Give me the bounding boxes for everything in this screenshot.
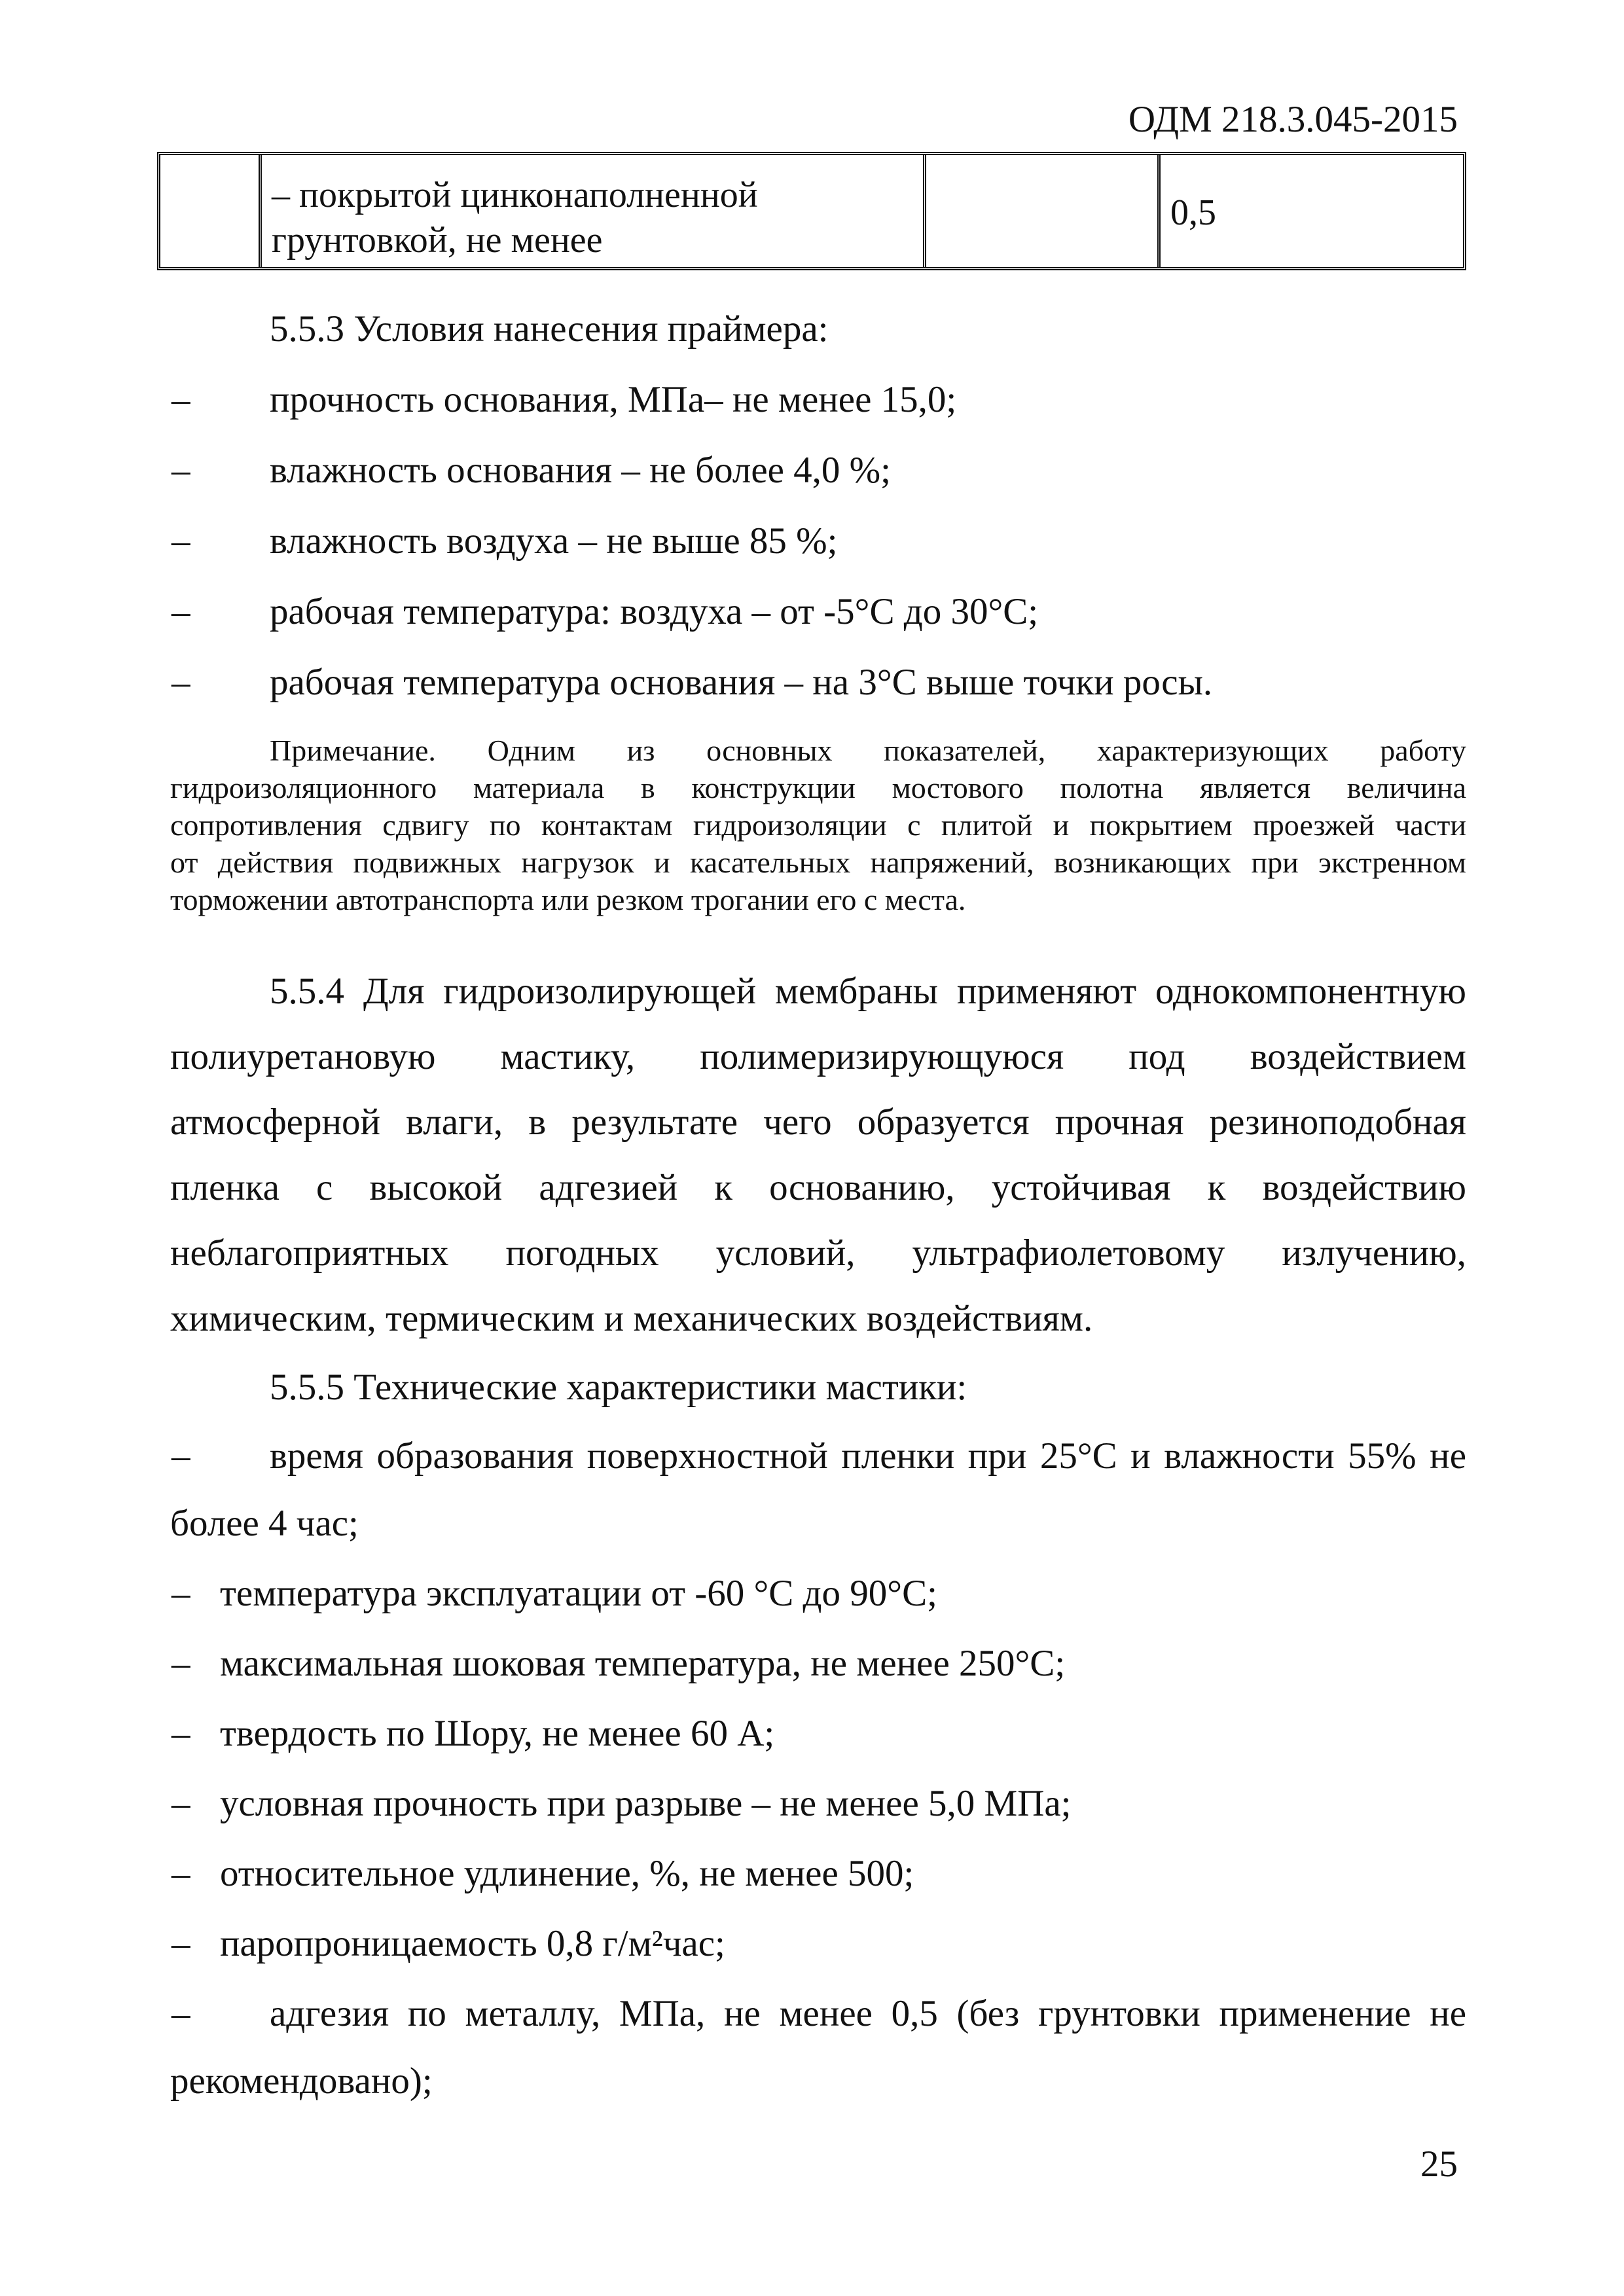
list-item-continuation: более 4 час; [170, 1503, 359, 1544]
note-line: от действия подвижных нагрузок и касательных напряжений, возникающих при экстренном [170, 846, 1466, 879]
page-number: 25 [1420, 2144, 1458, 2185]
list-item: паропроницаемость 0,8 г/м²час; [220, 1923, 725, 1964]
list-bullet: – [171, 450, 190, 491]
list-bullet: – [171, 520, 190, 562]
section-5-5-5-title: 5.5.5 Технические характеристики мастики: [270, 1367, 967, 1408]
paragraph-line: атмосферной влаги, в результате чего образуется прочная резиноподобная [170, 1102, 1466, 1143]
list-bullet: – [171, 1573, 190, 1614]
section-5-5-3-title: 5.5.3 Условия нанесения праймера: [270, 308, 829, 350]
list-item: температура эксплуатации от -60 °С до 90°С; [220, 1573, 937, 1614]
table-cell-text: – покрытой цинконаполненной грунтовкой, не менее [272, 175, 758, 260]
table-cell-number [160, 155, 259, 267]
paragraph-line: полиуретановую мастику, полимеризирующуюся под воздействием [170, 1036, 1466, 1077]
list-bullet: – [171, 1993, 190, 2034]
list-item: твердость по Шору, не менее 60 А; [220, 1713, 775, 1754]
list-item: рабочая температура: воздуха – от -5°С до 30°С; [270, 591, 1039, 632]
paragraph-line: химическим, термическим и механических воздействиям. [170, 1298, 1093, 1339]
list-item: прочность основания, МПа– не менее 15,0; [270, 379, 957, 420]
table-cell-parameter [259, 155, 923, 267]
paragraph-line: пленка с высокой адгезией к основанию, устойчивая к воздействию [170, 1167, 1466, 1208]
table-cell-text: 0,5 [1170, 192, 1216, 233]
note-line: торможении автотранспорта или резком трогании его с места. [170, 883, 966, 916]
table-cell-value [1157, 155, 1463, 267]
document-code: ОДМ 218.3.045-2015 [1128, 99, 1458, 140]
list-item-continuation: рекомендовано); [170, 2060, 433, 2102]
list-item: рабочая температура основания – на 3°С выше точки росы. [270, 662, 1213, 703]
note-line: гидроизоляционного материала в конструкции мостового полотна является величина [170, 771, 1466, 804]
list-item: условная прочность при разрыве – не менее 5,0 МПа; [220, 1783, 1072, 1824]
list-bullet: – [171, 1713, 190, 1754]
list-bullet: – [171, 1643, 190, 1684]
list-item: влажность основания – не более 4,0 %; [270, 450, 891, 491]
list-bullet: – [171, 1923, 190, 1964]
list-bullet: – [171, 591, 190, 632]
note-line: сопротивления сдвигу по контактам гидроизоляции с плитой и покрытием проезжей части [170, 808, 1466, 842]
list-item: относительное удлинение, %, не менее 500; [220, 1853, 914, 1894]
paragraph-line: неблагоприятных погодных условий, ультрафиолетовому излучению, [170, 1232, 1466, 1274]
list-item: адгезия по металлу, МПа, не менее 0,5 (без грунтовки применение не [270, 1993, 1466, 2034]
continued-table-row [157, 152, 1466, 270]
list-item: влажность воздуха – не выше 85 %; [270, 520, 838, 562]
list-item: максимальная шоковая температура, не менее 250°С; [220, 1643, 1066, 1684]
list-item: время образования поверхностной пленки при 25°С и влажности 55% не [270, 1435, 1466, 1477]
list-bullet: – [171, 1853, 190, 1894]
note-line: Примечание. Одним из основных показателей, характеризующих работу [270, 734, 1466, 767]
list-bullet: – [171, 1783, 190, 1824]
list-bullet: – [171, 379, 190, 420]
paragraph-line: 5.5.4 Для гидроизолирующей мембраны применяют однокомпонентную [270, 971, 1466, 1012]
list-bullet: – [171, 1435, 190, 1477]
table-cell-unit [923, 155, 1157, 267]
list-bullet: – [171, 662, 190, 703]
